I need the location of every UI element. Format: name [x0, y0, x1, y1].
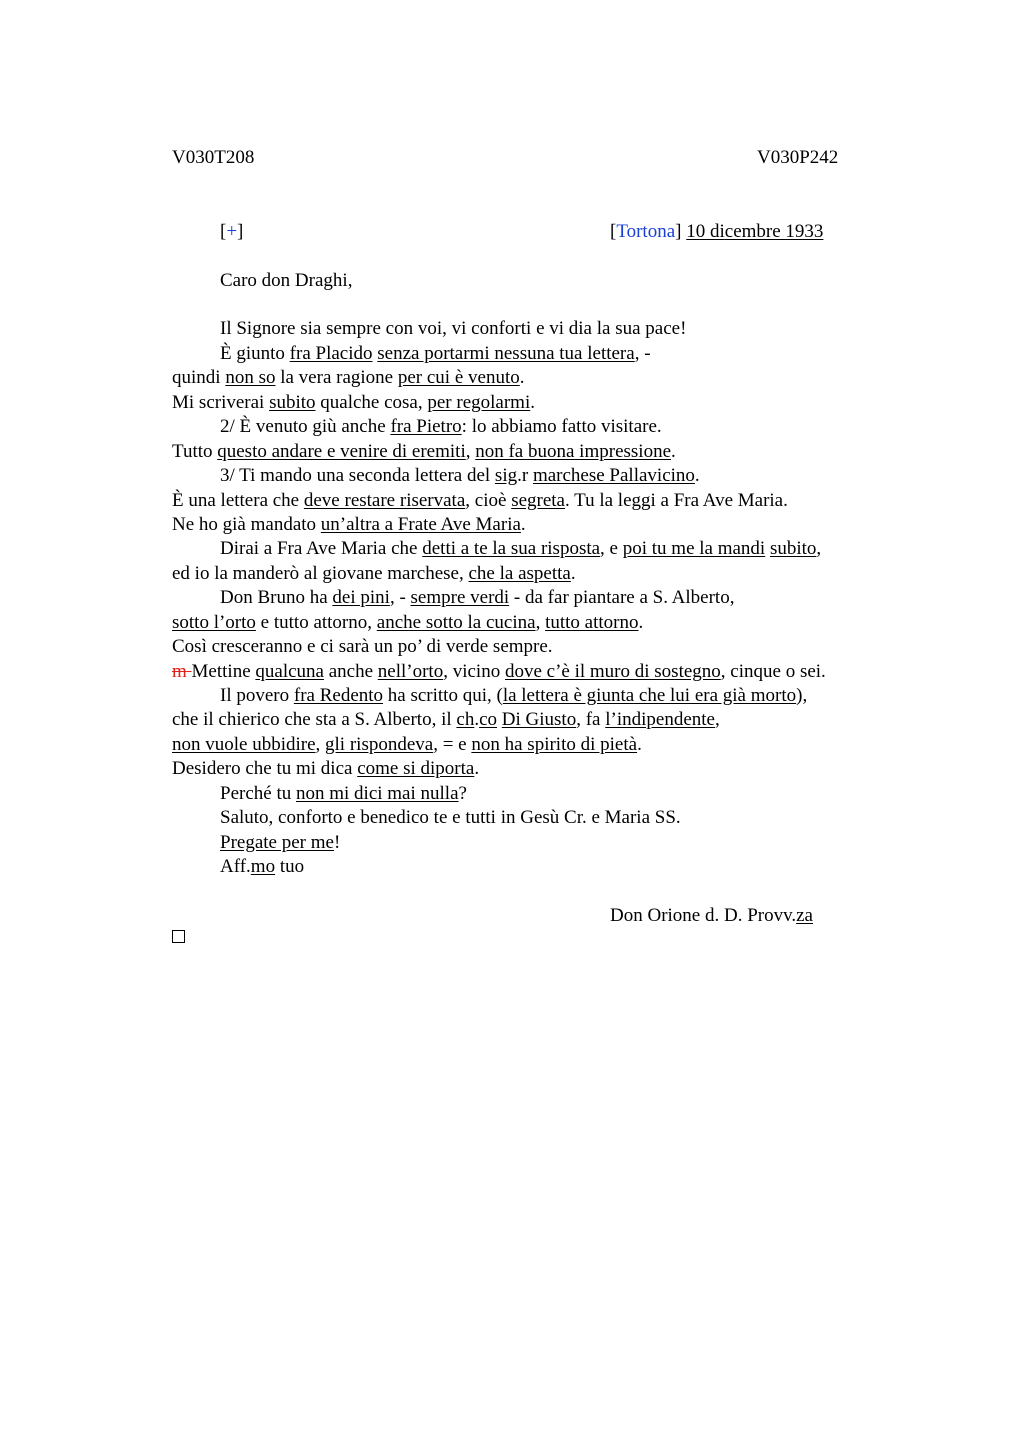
end-marker-box — [172, 930, 185, 943]
document-code-right: V030P242 — [757, 147, 839, 168]
body-line-1: Il Signore sia sempre con voi, vi conforti e vi dia la sua pace! — [220, 318, 687, 339]
body-line-2: È giunto fra Placido senza portarmi nessuna tua lettera, - — [220, 343, 651, 364]
signature: Don Orione d. D. Provv.za — [610, 905, 813, 926]
body-line-16: Il povero fra Redento ha scritto qui, (la lettera è giunta che lui era già morto), — [220, 685, 808, 706]
body-line-14: Così cresceranno e ci sarà un po’ di verde sempre. — [172, 636, 553, 657]
date-day: 10 di — [686, 221, 725, 242]
body-line-17: che il chierico che sta a S. Alberto, il ch.co Di Giusto, fa l’indipendente, — [172, 709, 720, 730]
cross-symbol: + — [226, 221, 238, 242]
place-name: Tortona — [616, 221, 676, 242]
body-line-20: Perché tu non mi dici mai nulla? — [220, 783, 467, 804]
body-line-22: Pregate per me! — [220, 832, 341, 853]
cross-marker: [+] — [220, 221, 244, 242]
body-line-4: Mi scriverai subito qualche cosa, per regolarmi. — [172, 392, 535, 413]
body-line-7: 3/ Ti mando una seconda lettera del sig.r marchese Pallavicino. — [220, 465, 700, 486]
body-line-13: sotto l’orto e tutto attorno, anche sotto la cucina, tutto attorno. — [172, 612, 644, 633]
body-line-10: Dirai a Fra Ave Maria che detti a te la sua risposta, e poi tu me la mandi subito, — [220, 538, 822, 559]
date-month-year: cembre 1933 — [724, 221, 824, 242]
body-line-15: m Mettine qualcuna anche nell’orto, vicino dove c’è il muro di sostegno, cinque o sei. — [172, 661, 826, 682]
body-line-9: Ne ho già mandato un’altra a Frate Ave Maria. — [172, 514, 526, 535]
body-line-12: Don Bruno ha dei pini, - sempre verdi - da far piantare a S. Alberto, — [220, 587, 735, 608]
body-line-18: non vuole ubbidire, gli rispondeva, = e non ha spirito di pietà. — [172, 734, 642, 755]
body-line-3: quindi non so la vera ragione per cui è venuto. — [172, 367, 525, 388]
dateline: [Tortona] 10 dicembre 1933 — [610, 221, 824, 242]
body-line-5: 2/ È venuto giù anche fra Pietro: lo abbiamo fatto visitare. — [220, 416, 662, 437]
body-line-8: È una lettera che deve restare riservata, cioè segreta. Tu la leggi a Fra Ave Maria. — [172, 490, 788, 511]
deleted-text: m — [172, 661, 187, 682]
body-line-6: Tutto questo andare e venire di eremiti, non fa buona impressione. — [172, 441, 676, 462]
closing: Aff.mo tuo — [220, 856, 305, 877]
body-line-21: Saluto, conforto e benedico te e tutti in Gesù Cr. e Maria SS. — [220, 807, 681, 828]
body-line-11: ed io la manderò al giovane marchese, che la aspetta. — [172, 563, 576, 584]
salutation: Caro don Draghi, — [220, 270, 353, 291]
document-code-left: V030T208 — [172, 147, 255, 168]
body-line-19: Desidero che tu mi dica come si diporta. — [172, 758, 480, 779]
